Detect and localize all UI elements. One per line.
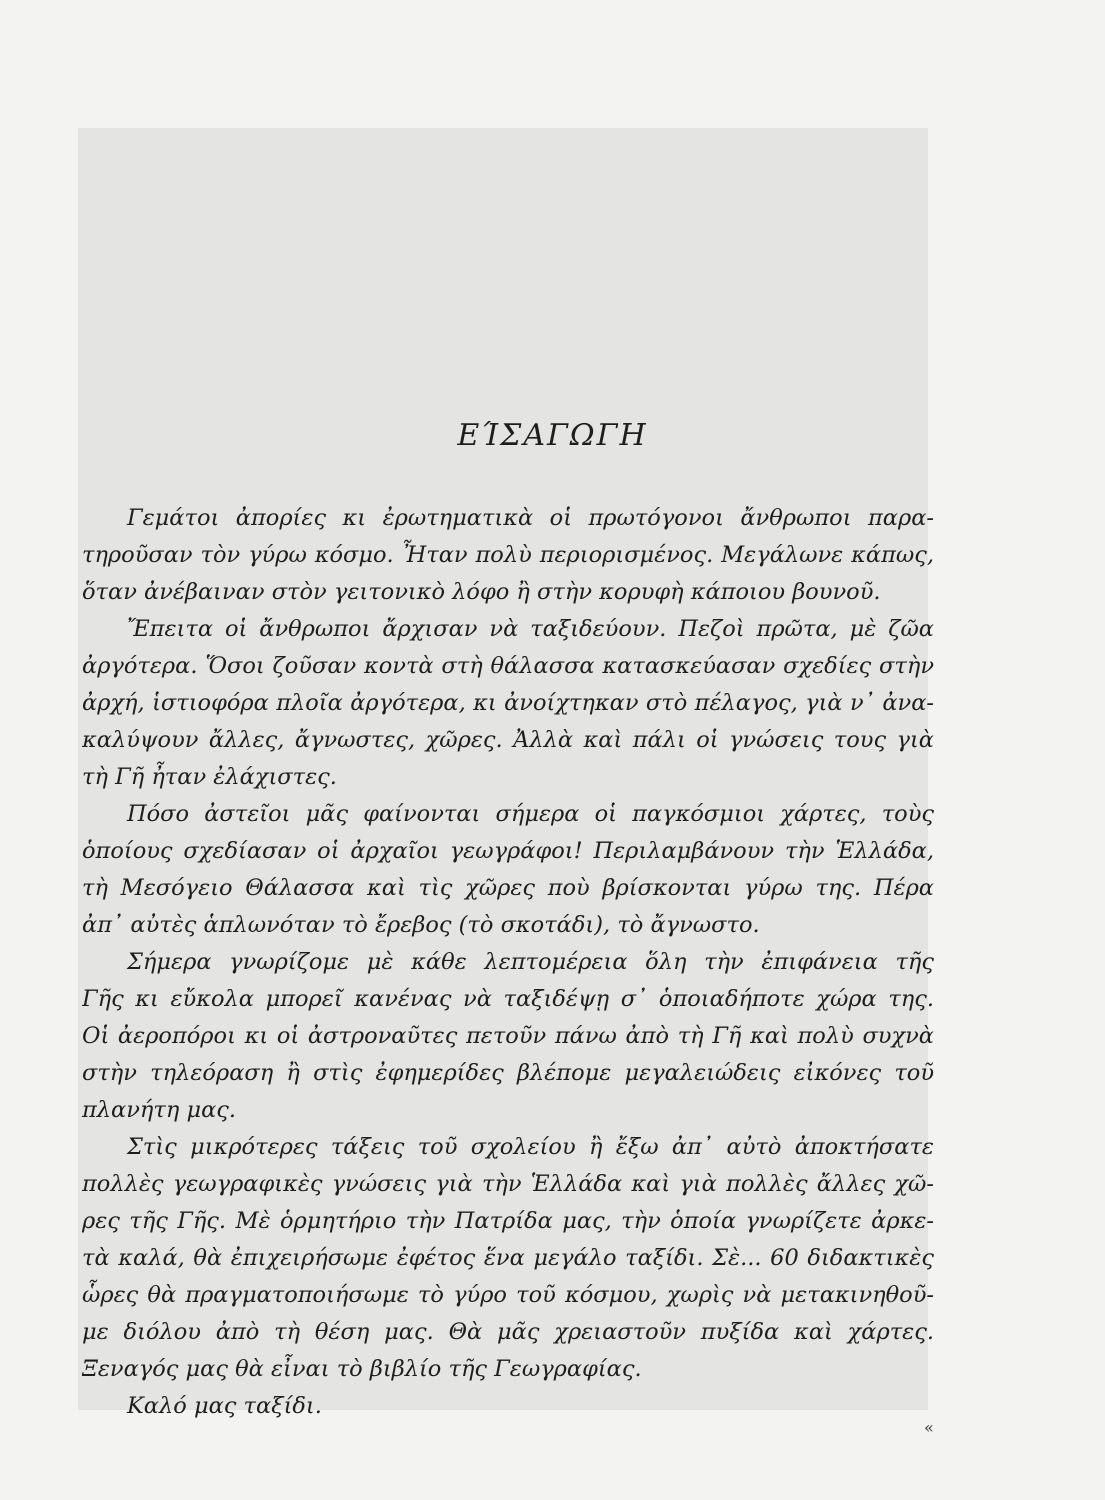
text-line: Ξεναγός μας θὰ εἶναι τὸ βιβλίο τῆς Γεωγραφίας.: [82, 1356, 642, 1382]
text-line: Ἔπειτα οἱ ἄνθρωποι ἄρχισαν νὰ ταξιδεύουν. Πεζοὶ πρῶτα, μὲ ζῶα: [127, 616, 934, 642]
text-line: Γῆς κι εὔκολα μπορεῖ κανένας νὰ ταξιδέψῃ σ᾽ ὁποιαδήποτε χώρα της.: [82, 986, 934, 1012]
text-line: με διόλου ἀπὸ τὴ θέση μας. Θὰ μᾶς χρειαστοῦν πυξίδα καὶ χάρτες.: [82, 1319, 934, 1345]
text-line: καλύψουν ἄλλες, ἄγνωστες, χῶρες. Ἀλλὰ καὶ πάλι οἱ γνώσεις τους γιὰ: [82, 727, 934, 753]
text-line: ἀρχή, ἱστιοφόρα πλοῖα ἀργότερα, κι ἀνοίχτηκαν στὸ πέλαγος, γιὰ ν᾽ ἀνα-: [82, 690, 934, 716]
text-line: ρες τῆς Γῆς. Μὲ ὁρμητήριο τὴν Πατρίδα μας, τὴν ὁποία γνωρίζετε ἀρκε-: [82, 1208, 934, 1234]
text-line: ὅταν ἀνέβαιναν στὸν γειτονικὸ λόφο ἢ στὴν κορυφὴ κάποιου βουνοῦ.: [82, 579, 881, 605]
text-line: πολλὲς γεωγραφικὲς γνώσεις γιὰ τὴν Ἑλλάδα καὶ γιὰ πολλὲς ἄλλες χῶ-: [82, 1171, 934, 1197]
text-line: τὴ Μεσόγειο Θάλασσα καὶ τὶς χῶρες ποὺ βρίσκονται γύρω της. Πέρα: [82, 875, 934, 901]
text-line: στὴν τηλεόραση ἢ στὶς ἐφημερίδες βλέπομε μεγαλειώδεις εἰκόνες τοῦ: [82, 1060, 934, 1086]
text-line: ἀργότερα. Ὅσοι ζοῦσαν κοντὰ στὴ θάλασσα κατασκεύασαν σχεδίες στὴν: [82, 653, 934, 679]
text-line: Σήμερα γνωρίζομε μὲ κάθε λεπτομέρεια ὅλη τὴν ἐπιφάνεια τῆς: [127, 949, 934, 975]
text-line: Γεμάτοι ἀπορίες κι ἐρωτηματικὰ οἱ πρωτόγονοι ἄνθρωποι παρα-: [127, 505, 934, 531]
text-line: πλανήτη μας.: [82, 1097, 237, 1123]
text-line: ὧρες θὰ πραγματοποιήσωμε τὸ γύρο τοῦ κόσμου, χωρὶς νὰ μετακινηθοῦ-: [82, 1282, 934, 1308]
page-title: ΕΊΣΑΓΩΓΗ: [457, 418, 648, 453]
text-line: ἀπ᾽ αὐτὲς ἁπλωνόταν τὸ ἔρεβος (τὸ σκοτάδι), τὸ ἄγνωστο.: [82, 912, 760, 938]
text-line: Οἱ ἀεροπόροι κι οἱ ἀστροναῦτες πετοῦν πάνω ἀπὸ τὴ Γῆ καὶ πολὺ συχνὰ: [82, 1023, 934, 1049]
text-line: τὰ καλά, θὰ ἐπιχειρήσωμε ἐφέτος ἕνα μεγάλο ταξίδι. Σὲ... 60 διδακτικὲς: [82, 1245, 934, 1271]
text-line: ὁποίους σχεδίασαν οἱ ἀρχαῖοι γεωγράφοι! Περιλαμβάνουν τὴν Ἑλλάδα,: [82, 838, 934, 864]
text-line: Στὶς μικρότερες τάξεις τοῦ σχολείου ἢ ἔξω ἀπ᾽ αὐτὸ ἀποκτήσατε: [127, 1134, 934, 1160]
body-text: [82, 500, 934, 1425]
text-line: Πόσο ἀστεῖοι μᾶς φαίνονται σήμερα οἱ παγκόσμιοι χάρτες, τοὺς: [127, 801, 934, 827]
text-line: Καλό μας ταξίδι.: [127, 1393, 322, 1419]
text-line: τὴ Γῆ ἦταν ἐλάχιστες.: [82, 764, 337, 790]
text-line: τηροῦσαν τὸν γύρω κόσμο. Ἦταν πολὺ περιορισμένος. Μεγάλωνε κάπως,: [82, 542, 934, 568]
corner-mark: «: [924, 1418, 934, 1437]
